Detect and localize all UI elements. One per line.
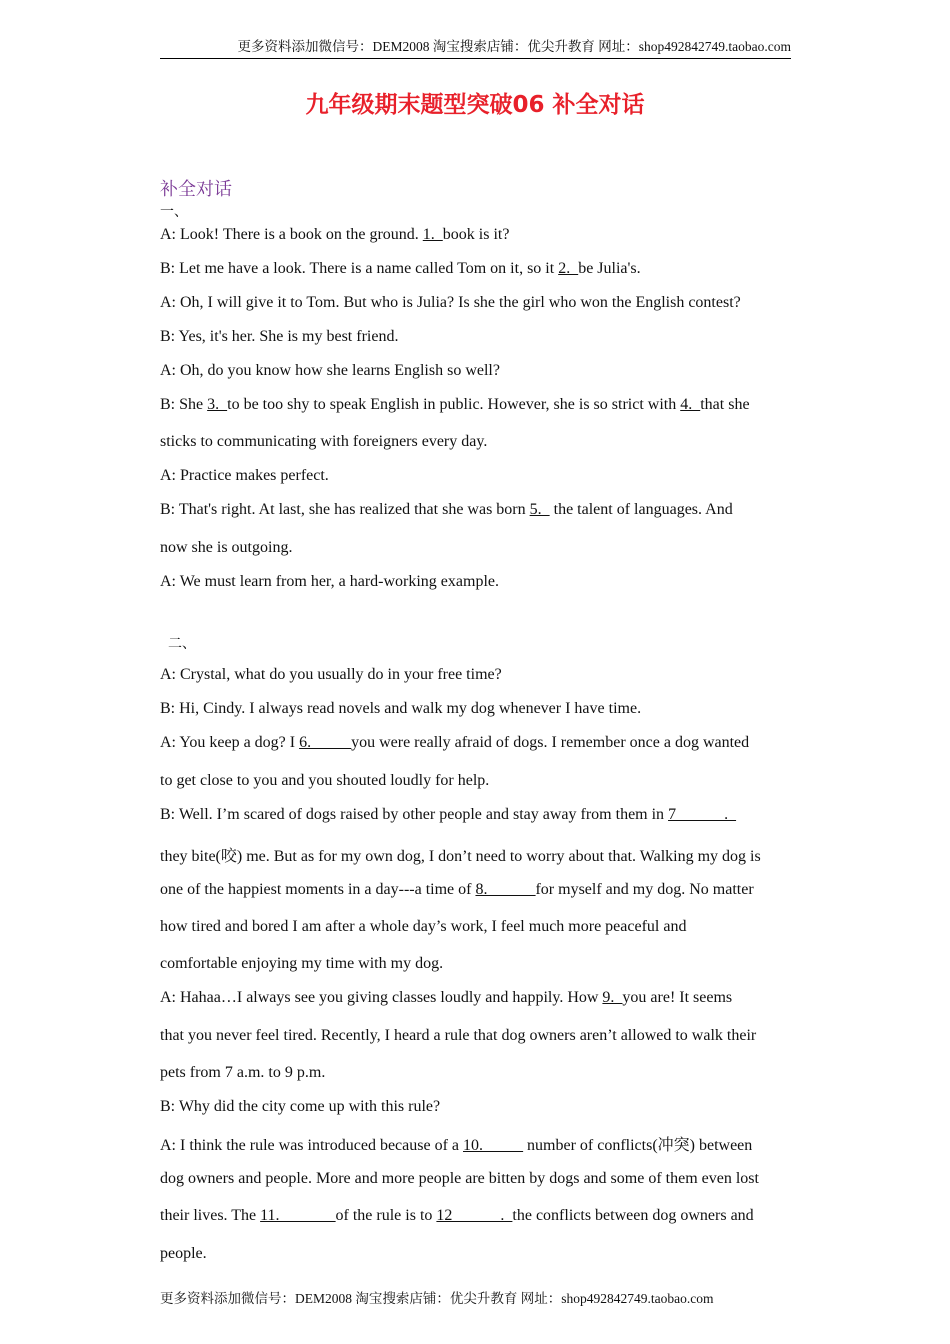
- dialogue-line: [160, 1098, 440, 1116]
- dialogue-line: [160, 700, 641, 718]
- dialogue-line: [160, 501, 733, 519]
- line-text: B: Well. I’m scared of dogs raised by other people and stay away from them in: [160, 806, 669, 823]
- dialogue-line: [160, 843, 761, 866]
- dialogue-line: [160, 1207, 754, 1225]
- line-text: be Julia's.: [578, 260, 641, 277]
- answer-blank: 12______.: [436, 1207, 513, 1224]
- line-text: they bite(咬) me. But as for my own dog, I don’t need to worry about that. Walking my dog is: [160, 848, 761, 865]
- line-text: A: I think the rule was introduced because of a: [160, 1137, 464, 1154]
- dialogue-line: [160, 989, 732, 1007]
- line-text: A: You keep a dog? I: [160, 734, 300, 751]
- line-text: of the rule is to: [335, 1207, 437, 1224]
- dialogue-line: [160, 467, 329, 485]
- dialogue-line: [160, 1027, 756, 1045]
- part-label: 一、: [160, 204, 188, 220]
- line-text: you are! It seems: [622, 989, 733, 1006]
- section-title: 补全对话: [160, 179, 232, 200]
- dialogue-line: [160, 539, 292, 557]
- dialogue-line: [160, 260, 641, 278]
- line-text: A: Hahaa…I always see you giving classes loudly and happily. How: [160, 989, 603, 1006]
- line-text: pets from 7 a.m. to 9 p.m.: [160, 1064, 326, 1081]
- answer-blank: 4.: [680, 396, 701, 413]
- answer-blank: 10. ____: [463, 1137, 524, 1154]
- line-text: number of conflicts(冲突) between: [523, 1137, 753, 1154]
- line-text: you were really afraid of dogs. I remember once a dog wanted: [351, 734, 750, 751]
- dialogue-line: [160, 666, 502, 684]
- dialogue-line: [160, 396, 750, 414]
- answer-blank: 11. ______: [260, 1207, 336, 1224]
- page-title: 九年级期末题型突破06 补全对话: [305, 92, 645, 118]
- line-text: the talent of languages. And: [549, 501, 733, 518]
- dialogue-line: [160, 226, 509, 244]
- answer-blank: 1.: [422, 226, 443, 243]
- line-text: people.: [160, 1245, 207, 1262]
- line-text: comfortable enjoying my time with my dog.: [160, 955, 444, 972]
- dialogue-line: [160, 362, 500, 380]
- dialogue-line: [160, 881, 754, 899]
- line-text: their lives. The: [160, 1207, 261, 1224]
- line-text: book is it?: [442, 226, 510, 243]
- dialogue-line: [160, 1064, 325, 1082]
- dialogue-line: [160, 806, 736, 824]
- answer-blank: 2.: [558, 260, 579, 277]
- line-text: now she is outgoing.: [160, 539, 293, 556]
- line-text: to get close to you and you shouted loudly for help.: [160, 772, 490, 789]
- dialogue-line: [160, 734, 749, 752]
- dialogue-line: [160, 294, 741, 312]
- line-text: dog owners and people. More and more people are bitten by dogs and some of them even lost: [160, 1170, 759, 1187]
- dialogue-line: [160, 772, 489, 790]
- line-text: that you never feel tired. Recently, I heard a rule that dog owners aren’t allowed to walk their: [160, 1027, 757, 1044]
- dialogue-line: [160, 573, 499, 591]
- dialogue-line: [160, 328, 398, 346]
- answer-blank: 8. _____: [475, 881, 536, 898]
- dialogue-line: [160, 918, 686, 936]
- line-text: how tired and bored I am after a whole day’s work, I feel much more peaceful and: [160, 918, 687, 935]
- dialogue-line: [160, 1170, 759, 1188]
- line-text: to be too shy to speak English in public. However, she is so strict with: [227, 396, 681, 413]
- page-header: 更多资料添加微信号：DEM2008 淘宝搜索店铺：优尖升教育 网址：shop492842749.taobao.com: [160, 38, 791, 59]
- line-text: that she: [700, 396, 750, 413]
- line-text: B: That's right. At last, she has realized that she was born: [160, 501, 530, 518]
- line-text: A: Look! There is a book on the ground.: [160, 226, 423, 243]
- line-text: A: We must learn from her, a hard-working example.: [160, 573, 499, 590]
- answer-blank: 5.: [529, 501, 550, 518]
- part-label: 二、: [168, 636, 196, 652]
- answer-blank: 3.: [207, 396, 228, 413]
- dialogue-line: [160, 433, 487, 451]
- answer-blank: 9.: [602, 989, 623, 1006]
- answer-blank: 6. ____: [299, 734, 352, 751]
- line-text: A: Practice makes perfect.: [160, 467, 329, 484]
- line-text: the conflicts between dog owners and: [512, 1207, 754, 1224]
- dialogue-line: [160, 955, 443, 973]
- answer-blank: 7______.: [668, 806, 737, 823]
- line-text: B: She: [160, 396, 208, 413]
- line-text: A: Oh, do you know how she learns English so well?: [160, 362, 500, 379]
- line-text: B: Yes, it's her. She is my best friend.: [160, 328, 399, 345]
- line-text: one of the happiest moments in a day---a time of: [160, 881, 476, 898]
- dialogue-line: [160, 1245, 207, 1263]
- line-text: for myself and my dog. No matter: [535, 881, 754, 898]
- dialogue-line: [160, 1132, 752, 1155]
- line-text: sticks to communicating with foreigners every day.: [160, 433, 488, 450]
- line-text: A: Oh, I will give it to Tom. But who is Julia? Is she the girl who won the English contest?: [160, 294, 741, 311]
- page-footer: 更多资料添加微信号：DEM2008 淘宝搜索店铺：优尖升教育 网址：shop492842749.taobao.com: [160, 1291, 714, 1306]
- line-text: A: Crystal, what do you usually do in your free time?: [160, 666, 502, 683]
- line-text: B: Hi, Cindy. I always read novels and walk my dog whenever I have time.: [160, 700, 642, 717]
- line-text: B: Let me have a look. There is a name called Tom on it, so it: [160, 260, 559, 277]
- line-text: B: Why did the city come up with this rule?: [160, 1098, 441, 1115]
